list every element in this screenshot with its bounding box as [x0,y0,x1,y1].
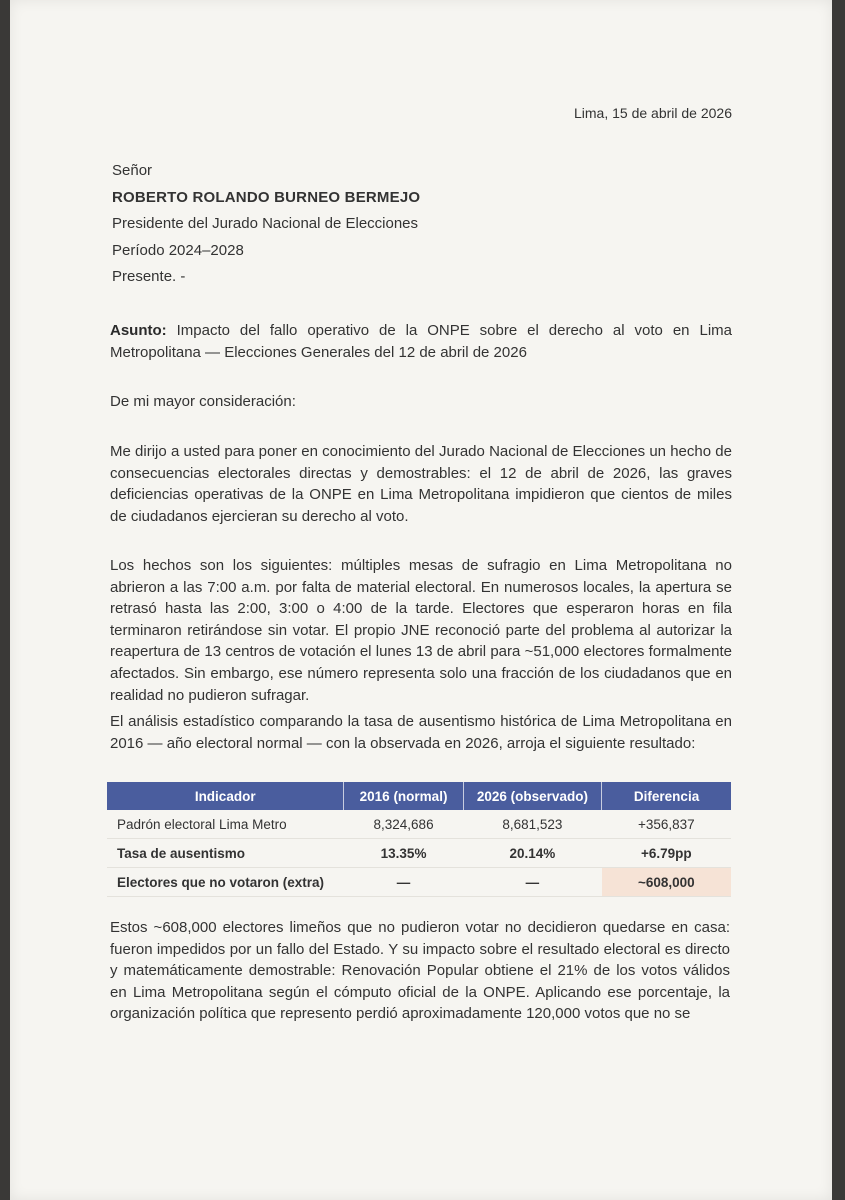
addressee-block [112,158,420,291]
col-header-2016: 2016 (normal) [344,782,463,810]
cell-diff: +6.79pp [602,839,731,868]
cell-2026: 8,681,523 [463,810,601,839]
letter-page [10,0,832,1200]
paragraph-1: Me dirijo a usted para poner en conocimiento del Jurado Nacional de Elecciones un hecho de consecuencias electorales directas y demostrables: el 12 de abril de 2026, las graves deficiencias operativas de la ONPE en Lima Metropolitana impidieron que cientos de miles de ciudadanos ejercieran su derecho al voto. [110,443,732,525]
presente-line: Presente. - [112,268,186,285]
cell-2026: — [463,868,601,897]
col-header-indicador: Indicador [107,782,344,810]
subject-text: Impacto del fallo operativo de la ONPE sobre el derecho al voto en Lima Metropolitana — Elecciones Generales del 12 de abril de 2026 [110,322,732,361]
cell-indicator: Padrón electoral Lima Metro [107,810,344,839]
table-row [107,810,731,839]
cell-2026: 20.14% [463,839,601,868]
absenteeism-table [107,782,731,897]
cell-indicator: Tasa de ausentismo [107,839,344,868]
table-row [107,839,731,868]
addressee-period: Período 2024–2028 [112,241,244,259]
subject-line [110,320,732,363]
col-header-diferencia: Diferencia [602,782,731,810]
cell-2016: — [344,868,463,897]
paragraph-2: Los hechos son los siguientes: múltiples mesas de sufragio en Lima Metropolitana no abrieron a las 7:00 a.m. por falta de material electoral. En numerosos locales, la apertura se retrasó hasta las 2:00, 3:00 o 4:00 de la tarde. Electores que esperaron horas en fila terminaron retirándose sin votar. El propio JNE reconoció parte del problema al autorizar la reapertura de 13 centros de votación el lunes 13 de abril para ~51,000 electores formalmente afectados. Sin embargo, ese número representa solo una fracción de los ciudadanos que en realidad no pudieron sufragar. [110,557,732,704]
paragraph-3: El análisis estadístico comparando la tasa de ausentismo histórica de Lima Metropolitana en 2016 — año electoral normal — con la observada en 2026, arroja el siguiente resultado: [110,713,732,752]
cell-2016: 8,324,686 [344,810,463,839]
cell-2016: 13.35% [344,839,463,868]
col-header-2026: 2026 (observado) [463,782,601,810]
table-header-row [107,782,731,810]
table-row [107,868,731,897]
cell-diff-highlight: ~608,000 [602,868,731,897]
greeting: De mi mayor consideración: [110,393,296,410]
subject-label: Asunto: [110,322,167,339]
paragraph-4: Estos ~608,000 electores limeños que no pudieron votar no decidieron quedarse en casa: fueron impedidos por un fallo del Estado. Y su impacto sobre el resultado electoral es directo y matemáticamente demostrable: Renovación Popular obtiene el 21% de los votos válidos en Lima Metropolitana según el cómputo oficial de la ONPE. Aplicando ese porcentaje, la organización política que represento perdió aproximadamente 120,000 votos que no se [110,919,730,1023]
addressee-name: ROBERTO ROLANDO BURNEO BERMEJO [112,188,421,206]
letter-date: Lima, 15 de abril de 2026 [574,105,732,121]
addressee-position: Presidente del Jurado Nacional de Elecciones [112,215,419,232]
cell-indicator: Electores que no votaron (extra) [107,868,344,897]
salutation: Señor [112,162,153,179]
cell-diff: +356,837 [602,810,731,839]
